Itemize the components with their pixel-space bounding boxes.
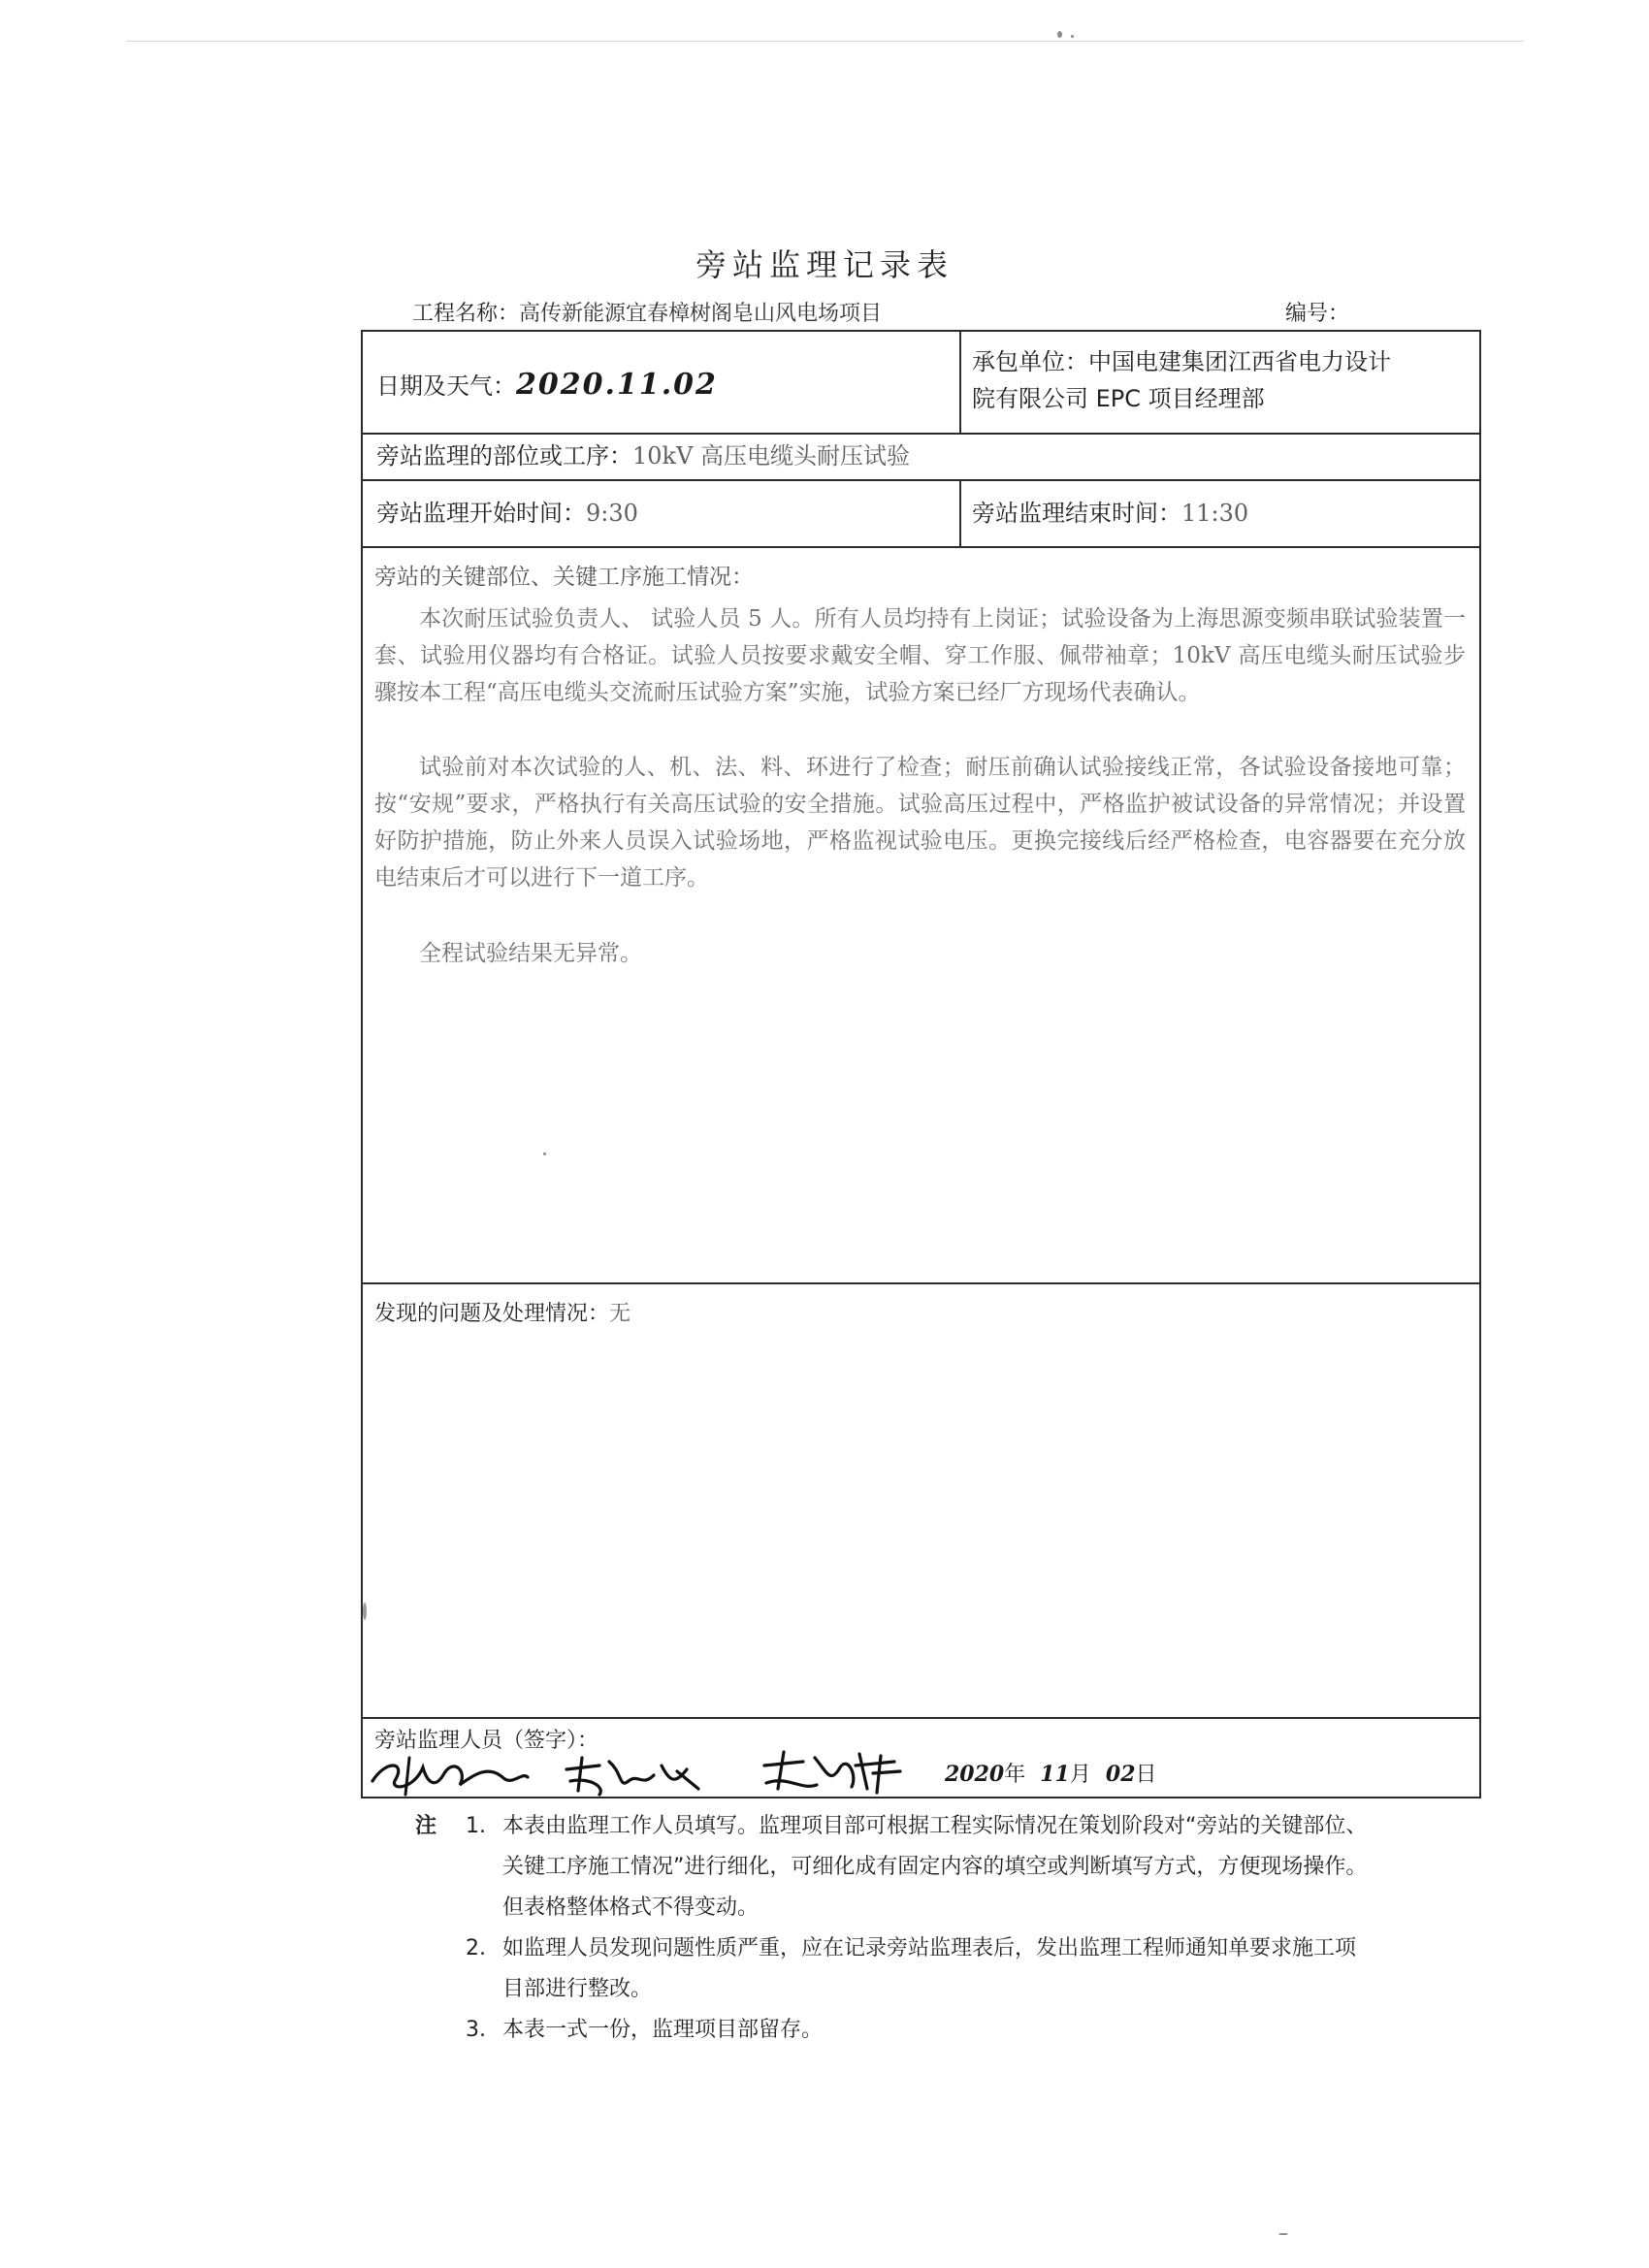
project-label: 工程名称： <box>412 302 520 326</box>
start-time-cell <box>376 497 638 530</box>
end-time-value: 11:30 <box>1181 500 1249 527</box>
contractor-cell <box>972 343 1471 417</box>
sign-year-char: 年 <box>1004 1763 1026 1787</box>
date-label: 日期及天气： <box>376 373 516 400</box>
process-label: 旁站监理的部位或工序： <box>376 442 632 470</box>
scan-speck <box>1071 35 1074 38</box>
scan-speck <box>1278 2233 1288 2235</box>
contractor-value-1: 中国电建集团江西省电力设计 <box>1088 348 1391 375</box>
scan-edge-line <box>126 41 1523 42</box>
sign-day: 02 <box>1105 1762 1136 1787</box>
signature-date <box>945 1758 1157 1797</box>
signature-3 <box>759 1746 904 1797</box>
scan-speck <box>363 1603 367 1620</box>
date-cell <box>376 369 718 403</box>
project-value: 高传新能源宜春樟树阁皂山风电场项目 <box>519 302 883 326</box>
note-number: 1. <box>466 1814 486 1838</box>
sign-month: 11 <box>1040 1762 1070 1787</box>
signature-label: 旁站监理人员（签字）： <box>374 1729 599 1753</box>
contractor-line-1 <box>972 343 1471 380</box>
issues-label: 发现的问题及处理情况： <box>374 1302 610 1326</box>
note-item-3 <box>415 2010 1492 2051</box>
note-line: 关键工序施工情况”进行细化，可细化成有固定内容的填空或判断填写方式，方便现场操作。 <box>502 1855 1368 1879</box>
form-title: 旁站监理记录表 <box>695 246 954 283</box>
record-table <box>361 330 1481 1798</box>
notes-section <box>415 1806 1492 2051</box>
scan-speck <box>543 1152 546 1155</box>
end-time-label: 旁站监理结束时间： <box>972 500 1181 527</box>
note-number: 3. <box>466 2018 486 2042</box>
issues-value: 无 <box>609 1302 631 1326</box>
signature-1 <box>367 1752 532 1798</box>
process-value: 10kV 高压电缆头耐压试验 <box>632 442 911 470</box>
process-cell <box>376 439 910 472</box>
date-value-handwritten: 2020.11.02 <box>516 368 718 402</box>
note-item-2 <box>415 1928 1492 2010</box>
note-line: 本表由监理工作人员填写。监理项目部可根据工程实际情况在策划阶段对“旁站的关键部位、 <box>502 1814 1368 1838</box>
situation-paragraph-2: 试验前对本次试验的人、机、法、料、环进行了检查；耐压前确认试验接线正常，各试验设备接地可靠；按“安规”要求，严格执行有关高压试验的安全措施。试验高压过程中，严格监护被试设备的异常情况；并设置好防护措施，防止外来人员误入试验场地，严格监视试验电压。更换完接线后经严格检查，电容器要在充分放电结束后才可以进行下一道工序。 <box>374 755 1466 891</box>
notes-label: 注 <box>415 1814 437 1838</box>
note-number: 2. <box>466 1936 486 1960</box>
contractor-value-2: 院有限公司 EPC 项目经理部 <box>972 385 1265 412</box>
note-item-1 <box>415 1806 1492 1928</box>
number-label: 编号： <box>1285 302 1350 326</box>
situation-paragraph-3: 全程试验结果无异常。 <box>419 941 642 966</box>
note-line: 如监理人员发现问题性质严重，应在记录旁站监理表后，发出监理工程师通知单要求施工项 <box>502 1936 1357 1960</box>
contractor-label: 承包单位： <box>972 348 1088 375</box>
end-time-cell <box>972 497 1248 530</box>
issues-cell <box>374 1298 630 1331</box>
sign-month-char: 月 <box>1069 1763 1091 1787</box>
start-time-value: 9:30 <box>586 500 638 527</box>
situation-label: 旁站的关键部位、关键工序施工情况： <box>374 565 754 590</box>
note-line: 本表一式一份，监理项目部留存。 <box>502 2018 824 2042</box>
signature-2 <box>561 1752 706 1798</box>
sign-day-char: 日 <box>1135 1763 1157 1787</box>
start-time-label: 旁站监理开始时间： <box>376 500 586 527</box>
note-line: 目部进行整改。 <box>502 1977 653 2001</box>
project-name <box>412 297 882 327</box>
sign-year: 2020 <box>945 1762 1005 1787</box>
note-line: 但表格整体格式不得变动。 <box>502 1895 760 1920</box>
scan-speck <box>1057 31 1062 38</box>
situation-paragraph-1: 本次耐压试验负责人、 试验人员 5 人。所有人员均持有上岗证；试验设备为上海思源变频串联试验装置一套、试验用仪器均有合格证。试验人员按要求戴安全帽、穿工作服、佩带袖章；10kV 高压电缆头耐压试验步骤按本工程“高压电缆头交流耐压试验方案”实施，试验方案已经厂方现场代表确认。 <box>374 606 1466 705</box>
